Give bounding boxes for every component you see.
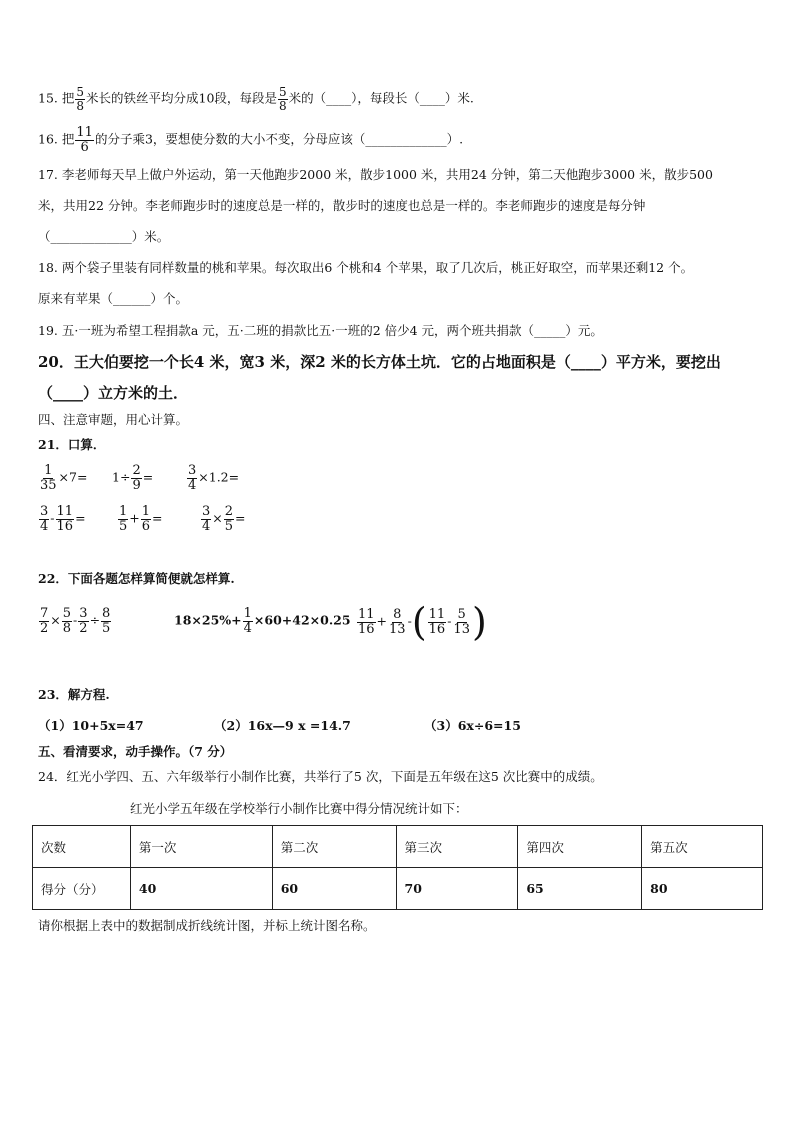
simplify-expr-2 <box>174 607 351 635</box>
q20-text: （ <box>38 384 54 402</box>
denominator: 16 <box>428 621 446 637</box>
expression-tail: = <box>152 510 163 526</box>
denominator: 2 <box>79 620 88 636</box>
simplify-expr-1 <box>38 607 112 635</box>
score-table <box>32 825 763 910</box>
fraction <box>75 86 85 112</box>
question-22-title: 22．下面各题怎样算简便就怎样算. <box>38 571 235 586</box>
numerator: 1 <box>141 504 151 519</box>
q16-text: 把 <box>61 131 75 147</box>
numerator: 7 <box>40 606 49 621</box>
fraction <box>75 126 94 154</box>
answer-blank[interactable]: ______ <box>113 291 151 306</box>
q15-text: ），每段长（ <box>351 90 420 106</box>
expression-tail: = <box>142 469 154 485</box>
denominator: 8 <box>62 620 72 636</box>
answer-blank[interactable]: ____ <box>419 90 445 106</box>
numerator: 5 <box>457 606 466 622</box>
expression-tail: ×60+42×0.25 <box>253 612 351 628</box>
table-cell: 第一次 <box>130 826 272 868</box>
expression-tail: = <box>75 510 86 526</box>
denominator: 8 <box>76 98 85 113</box>
table-cell: 60 <box>272 868 396 910</box>
question-20-line2 <box>38 382 188 403</box>
oral-calc-e <box>117 505 163 533</box>
question-23-title: 23．解方程. <box>38 687 110 702</box>
denominator: 13 <box>453 621 470 637</box>
operator: - <box>73 612 78 628</box>
simplify-expr-3 <box>356 600 487 644</box>
table-cell: 第三次 <box>396 826 518 868</box>
equation-3: （3）6x÷6=15 <box>424 718 521 733</box>
table-cell: 第二次 <box>272 826 396 868</box>
numerator: 1 <box>44 463 53 478</box>
fraction <box>118 505 128 533</box>
q20-text: 20．王大伯要挖一个长4 米，宽3 米，深2 米的长方体土坑．它的占地面积是（ <box>38 353 571 371</box>
numerator: 2 <box>132 463 141 478</box>
q16-text: 的分子乘3，要想使分数的大小不变，分母应该（ <box>94 131 366 147</box>
expression-tail: ×7= <box>58 469 88 485</box>
denominator: 5 <box>224 518 234 534</box>
answer-blank[interactable]: ____ <box>326 90 352 106</box>
fraction <box>131 464 141 492</box>
numerator: 5 <box>278 85 287 99</box>
oral-calc-b <box>112 464 153 492</box>
denominator: 5 <box>119 518 128 534</box>
question-20-line1 <box>38 351 721 372</box>
fraction <box>78 607 88 635</box>
table-cell: 70 <box>396 868 518 910</box>
table-row <box>33 868 763 910</box>
numerator: 1 <box>119 504 128 519</box>
q17-text: （ <box>38 229 51 244</box>
answer-blank[interactable]: _____ <box>534 323 566 338</box>
operator: - <box>447 613 452 629</box>
denominator: 35 <box>40 477 57 493</box>
denominator: 16 <box>56 518 74 534</box>
numerator: 11 <box>428 606 446 622</box>
answer-blank[interactable]: _____________ <box>365 131 447 147</box>
fraction <box>452 608 471 636</box>
answer-blank[interactable]: _____________ <box>50 229 132 244</box>
right-parenthesis: ) <box>471 600 487 644</box>
q15-text: 米的（ <box>288 90 327 106</box>
operator: × <box>50 612 61 628</box>
q18-text: 原来有苹果（ <box>38 291 114 306</box>
table-cell: 得分（分） <box>33 868 131 910</box>
question-19 <box>38 322 603 340</box>
fraction <box>243 607 253 635</box>
fraction <box>39 464 58 492</box>
operator: + <box>129 510 140 526</box>
expression-tail: ×1.2= <box>198 469 240 485</box>
numerator: 8 <box>102 606 111 621</box>
numerator: 3 <box>79 606 88 621</box>
fraction <box>39 505 49 533</box>
fraction <box>101 607 111 635</box>
denominator: 4 <box>40 518 49 534</box>
fraction <box>141 505 151 533</box>
table-caption: 红光小学五年级在学校举行小制作比赛中得分情况统计如下： <box>130 801 468 816</box>
table-cell: 65 <box>518 868 642 910</box>
denominator: 16 <box>358 621 375 637</box>
fraction <box>39 607 49 635</box>
numerator: 11 <box>56 504 74 519</box>
answer-blank[interactable]: ____ <box>570 353 601 371</box>
denominator: 4 <box>202 518 211 534</box>
question-15 <box>38 86 474 112</box>
chart-instruction: 请你根据上表中的数据制成折线统计图，并标上统计图名称。 <box>38 918 376 933</box>
question-18-line2 <box>38 290 188 308</box>
left-parenthesis: ( <box>411 600 427 644</box>
q18-text: ）个。 <box>150 291 189 306</box>
numerator: 2 <box>224 504 234 519</box>
equation-1: （1）10+5x=47 <box>38 718 144 733</box>
answer-blank[interactable]: ____ <box>53 384 84 402</box>
question-number: 16. <box>38 131 58 147</box>
fraction <box>428 608 447 636</box>
expression-head: 18×25%+ <box>174 612 242 628</box>
q20-text: ）立方米的土． <box>83 384 189 402</box>
denominator: 13 <box>389 621 406 637</box>
denominator: 5 <box>102 620 111 636</box>
q15-text: ）米. <box>444 90 474 106</box>
q15-text: 把 <box>61 90 75 106</box>
section-5-heading: 五、看清要求，动手操作。（7 分） <box>38 744 233 759</box>
denominator: 4 <box>188 477 197 493</box>
table-cell: 80 <box>642 868 763 910</box>
numerator: 11 <box>358 606 375 622</box>
q17-text: ）米。 <box>131 229 170 244</box>
question-24: 24．红光小学四、五、六年级举行小制作比赛，共举行了5 次，下面是五年级在这5 次比赛中的成绩。 <box>38 769 603 784</box>
table-cell: 40 <box>130 868 272 910</box>
operator: - <box>50 510 55 526</box>
question-18-line1: 18. 两个袋子里装有同样数量的桃和苹果。每次取出6 个桃和4 个苹果，取了几次后，桃正好取空，而苹果还剩12 个。 <box>38 260 694 275</box>
oral-calc-f <box>200 505 246 533</box>
operator: - <box>407 613 412 629</box>
q15-text: 米长的铁丝平均分成10段，每段是 <box>86 90 277 106</box>
denominator: 6 <box>141 518 151 534</box>
fraction <box>62 607 72 635</box>
fraction <box>56 505 75 533</box>
q19-text: 19. 五·一班为希望工程捐款a 元，五·二班的捐款比五·一班的2 倍少4 元，两个班共捐款（ <box>38 323 535 338</box>
question-17-line3 <box>38 228 169 246</box>
numerator: 5 <box>62 606 72 621</box>
fraction <box>224 505 234 533</box>
question-number: 15. <box>38 90 58 106</box>
numerator: 8 <box>393 606 402 622</box>
denominator: 2 <box>40 620 49 636</box>
numerator: 3 <box>202 504 211 519</box>
fraction <box>388 608 407 636</box>
q20-text: ）平方米，要挖出 <box>600 353 721 371</box>
operator: ÷ <box>89 612 101 628</box>
denominator: 9 <box>132 477 141 493</box>
fraction <box>187 464 197 492</box>
fraction <box>278 86 288 112</box>
oral-calc-d <box>38 505 86 533</box>
table-cell: 次数 <box>33 826 131 868</box>
question-17-line2: 米，共用22 分钟。李老师跑步时的速度总是一样的，散步时的速度也总是一样的。李老师跑步的速度是每分钟 <box>38 198 646 213</box>
operator: × <box>212 510 223 526</box>
fraction <box>357 608 376 636</box>
expression-tail: = <box>235 510 246 526</box>
fraction <box>201 505 211 533</box>
denominator: 6 <box>80 139 89 155</box>
denominator: 8 <box>278 98 287 113</box>
q19-text: ）元。 <box>565 323 603 338</box>
numerator: 11 <box>76 125 93 140</box>
numerator: 3 <box>40 504 49 519</box>
denominator: 4 <box>243 620 252 636</box>
oral-calc-a <box>38 464 87 492</box>
question-21-title: 21．口算． <box>38 437 106 452</box>
table-header-row <box>33 826 763 868</box>
table-cell: 第四次 <box>518 826 642 868</box>
table-cell: 第五次 <box>642 826 763 868</box>
expression-head: 1÷ <box>112 469 131 485</box>
oral-calc-c <box>186 464 239 492</box>
question-17-line1: 17. 李老师每天早上做户外运动，第一天他跑步2000 米，散步1000 米，共用24 分钟，第二天他跑步3000 米，散步500 <box>38 167 713 182</box>
equation-2: （2）16x—9 x =14.7 <box>214 718 351 733</box>
q16-text: ）. <box>446 131 464 147</box>
question-16 <box>38 126 463 154</box>
numerator: 1 <box>243 606 252 621</box>
numerator: 3 <box>188 463 197 478</box>
section-4-heading: 四、注意审题，用心计算。 <box>38 412 189 427</box>
operator: + <box>376 613 388 629</box>
numerator: 5 <box>76 85 85 99</box>
